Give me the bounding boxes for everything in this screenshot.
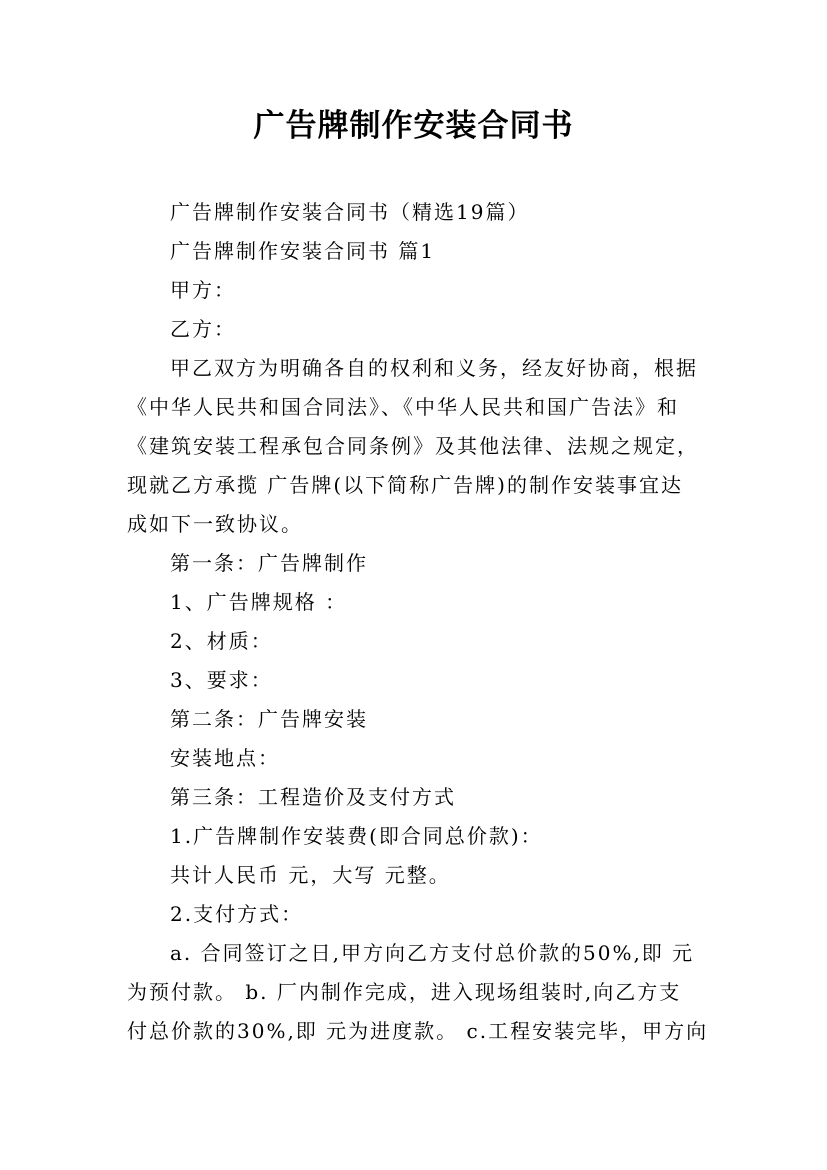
intro-line: 现就乙方承揽 广告牌(以下简称广告牌)的制作安装事宜达 (127, 473, 683, 497)
spec-item: 1、广告牌规格 ： (170, 590, 348, 614)
intro-line: 《中华人民共和国合同法》、《中华人民共和国广告法》和 (127, 395, 679, 419)
total-item: 共计人民币 元，大写 元整。 (170, 863, 451, 887)
document-title: 广告牌制作安装合同书 (253, 108, 574, 144)
chapter-heading: 广告牌制作安装合同书 篇1 (170, 239, 436, 263)
article-1-heading: 第一条：广告牌制作 (170, 551, 368, 575)
intro-line: 甲乙双方为明确各自的权利和义务，经友好协商，根据 (170, 356, 698, 380)
intro-line: 成如下一致协议。 (127, 512, 303, 536)
article-3-heading: 第三条：工程造价及支付方式 (170, 785, 456, 809)
document-body (127, 193, 707, 1051)
article-2-heading: 第二条：广告牌安装 (170, 707, 368, 731)
payment-line: 为预付款。 b. 厂内制作完成，进入现场组装时,向乙方支 (127, 980, 682, 1004)
payment-item: 2.支付方式： (170, 902, 304, 926)
intro-paragraph (127, 349, 707, 544)
payment-line: a. 合同签订之日,甲方向乙方支付总价款的50%,即 元 (170, 941, 695, 965)
location-item: 安装地点： (170, 746, 280, 770)
document-subtitle: 广告牌制作安装合同书（精选19篇） (170, 200, 530, 224)
party-a-label: 甲方： (170, 278, 236, 302)
requirement-item: 3、要求： (170, 668, 273, 692)
material-item: 2、材质： (170, 629, 273, 653)
intro-line: 《建筑安装工程承包合同条例》及其他法律、法规之规定， (127, 434, 699, 458)
fee-item: 1.广告牌制作安装费(即合同总价款)： (170, 824, 543, 848)
payment-line: 付总价款的30%,即 元为进度款。 c.工程安装完毕，甲方向 (127, 1019, 709, 1043)
party-b-label: 乙方： (170, 317, 236, 341)
payment-paragraph (127, 934, 707, 1051)
